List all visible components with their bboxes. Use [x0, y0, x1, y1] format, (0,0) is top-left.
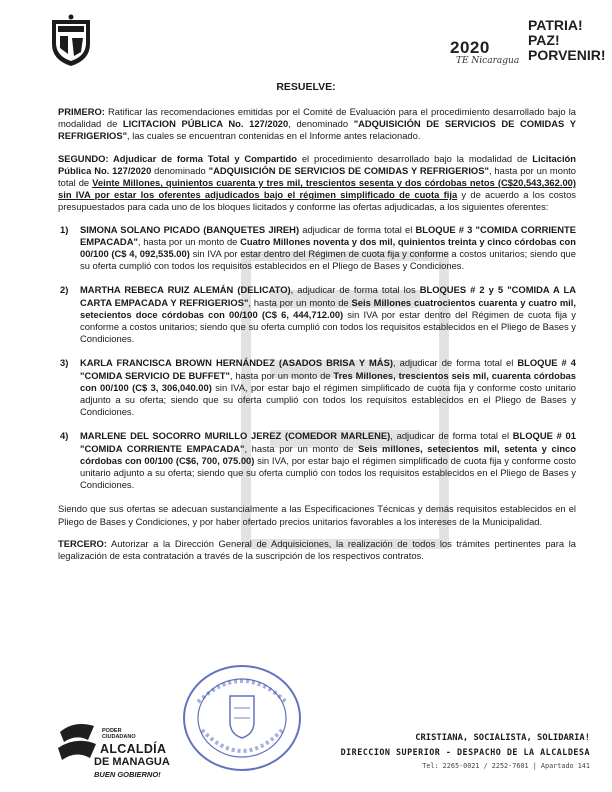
list-item — [58, 357, 576, 418]
text-bold-underline: Veinte Millones, quinientos cuarenta y tres mil, trescientos sesenta y dos córdobas netos (C$20,543,362.00) sin IVA por estar los oferentes adjudicados bajo el régimen simplificado de cuota fija — [58, 177, 576, 201]
list-item — [58, 430, 576, 491]
managua-crest-icon — [48, 14, 94, 68]
list-body — [80, 430, 576, 491]
text-bold: Cuatro Millones noventa y dos mil, quinientos treinta y cinco córdobas con 00/100 (C$ 4, 092,535.00) — [80, 235, 576, 260]
text-bold: KARLA FRANCISCA BROWN HERNÁNDEZ (ASADOS BRISA Y MÁS) — [80, 357, 393, 369]
footer-contact: Tel: 2265-0021 / 2252-7601 | Apartado 141 — [422, 762, 590, 770]
paragraph-justificacion: Siendo que sus ofertas se adecuan sustancialmente a las Especificaciones Técnicas y demás requisitos establecidos en el Pliego de Bases y Condiciones, y por haber ofertado precios unitarios favorables a los intereses de la Municipalidad. — [58, 503, 576, 527]
text: , las cuales se encuentran contenidas en el Informe antes relacionado. — [127, 130, 421, 142]
text: , hasta por un monto de — [137, 235, 241, 247]
text-bold: "ADQUISICIÓN DE SERVICIOS DE COMIDAS Y REFRIGERIOS" — [58, 118, 576, 142]
logo-line-2: DE MANAGUA — [94, 756, 170, 768]
clause-lead: PRIMERO: — [58, 106, 105, 117]
footer-emblem-icon — [54, 718, 104, 778]
brand-signature: TE Nicaragua — [456, 56, 520, 66]
brand-slogan — [528, 17, 606, 63]
text: , hasta por un monto total de — [58, 164, 576, 189]
text: , adjudicar de forma total los — [290, 284, 420, 296]
text: adjudicar de forma total el — [299, 223, 416, 235]
text-bold: MARLENE DEL SOCORRO MURILLO JEREZ (COMEDOR MARLENE) — [80, 430, 391, 442]
paragraph-tercero — [58, 538, 576, 562]
text: , hasta por un monto de — [244, 442, 359, 454]
logo-line-1: ALCALDÍA — [100, 742, 167, 756]
text-bold: LICITACION PÚBLICA No. 127/2020 — [122, 118, 289, 130]
text: sin IVA por estar dentro del Régimen de cuota fija y conforme a costos unitarios; siendo que su oferta cumplió con todos los requisitos establecidos en el Pliego de Bases y Condiciones. — [80, 308, 576, 345]
text: , adjudicar de forma total el — [392, 357, 518, 369]
text: , hasta por un monto de — [248, 296, 352, 308]
paragraph-primero — [58, 106, 576, 143]
text: Autorizar a la Dirección General de Adquisiciones, la realización de todos los trámites pertinentes para la legalización de esta contratación a través de la suscripción de los respectivos contratos. — [58, 537, 576, 562]
clause-lead: SEGUNDO: — [58, 152, 109, 164]
text-bold: "ADQUISICIÓN DE SERVICIOS DE COMIDAS Y REFRIGERIOS" — [208, 164, 489, 176]
text: Ratificar las recomendaciones emitidas por el Comité de Evaluación para el procedimiento desarrollado bajo la modalidad de — [58, 106, 576, 130]
text-bold: BLOQUE # 4 "COMIDA SERVICIO DE BUFFET" — [80, 357, 577, 381]
document-body — [58, 106, 576, 572]
text: , hasta por un monto de — [229, 369, 334, 381]
text-bold: BLOQUE # 3 "COMIDA CORRIENTE EMPACADA" — [80, 223, 576, 247]
text-bold: Seis millones, setecientos mil, setenta y cinco córdobas con 00/100 (C$6, 700, 075.00) — [80, 442, 576, 466]
text-bold: BLOQUES # 2 y 5 "COMIDA A LA CARTA EMPACADA Y REFRIGERIOS" — [80, 284, 576, 308]
list-item — [58, 224, 576, 273]
text-bold: BLOQUE # 01 "COMIDA CORRIENTE EMPACADA" — [80, 430, 576, 454]
slogan-line: PORVENIR! — [528, 47, 606, 63]
list-number: 1) — [60, 223, 69, 235]
text-bold: Seis Millones cuatrocientos cuarenta y cuatro mil, setecientos doce córdobas con 00/100 (C$ 6, 444,712.00) — [80, 296, 576, 320]
footer-text-block — [341, 733, 590, 770]
list-body — [80, 357, 576, 418]
text: , adjudicar de forma total el — [390, 430, 513, 442]
text: sin IVA por estar dentro del Régimen de cuota fija y conforme a costos unitarios; siendo que su oferta cumplió con todos los requisitos establecidos en el Pliego de Bases y Condiciones. — [80, 248, 576, 272]
text-bold: Licitación Pública No. 127/2020 — [58, 152, 577, 176]
text-bold: Adjudicar de forma Total y Compartido — [108, 152, 297, 164]
brand-year: 2020 — [450, 38, 490, 57]
slogan-line: PATRIA! — [528, 17, 583, 33]
clause-lead: TERCERO: — [58, 537, 107, 549]
text: y de acuerdo a los costos presupuestados para cada uno de los bloques licitados y conforme las ofertas adjudicadas, a los siguientes oferentes: — [58, 189, 576, 213]
logo-motto: BUEN GOBIERNO! — [94, 770, 161, 779]
paragraph-segundo — [58, 153, 576, 214]
text: sin IVA, por estar bajo el régimen simplificado de cuota fija y conforme costo unitario adjunto a su oferta; siendo que su oferta cumplió con todos los requisitos establecidos en el Pliego de Bases y Condiciones. — [80, 381, 576, 418]
list-item — [58, 284, 576, 345]
text-bold: MARTHA REBECA RUIZ ALEMÁN (DELICATO) — [80, 284, 291, 296]
list-body — [80, 224, 576, 273]
list-number: 2) — [60, 284, 69, 296]
logo-small-line: PODER — [102, 728, 122, 734]
text-bold: Tres Millones, trescientos seis mil, cuarenta córdobas con 00/100 (C$ 3, 306,040.00) — [80, 369, 576, 393]
brand-2020-logo — [448, 17, 606, 72]
list-number: 4) — [60, 430, 69, 442]
footer-office: DIRECCION SUPERIOR - DESPACHO DE LA ALCALDESA — [340, 747, 590, 757]
document-title: RESUELVE: — [276, 81, 336, 93]
text: el procedimiento desarrollado bajo la modalidad de — [297, 152, 533, 164]
alcaldia-managua-logo — [54, 700, 179, 782]
alcaldia-seal-stamp — [172, 660, 312, 780]
list-number: 3) — [60, 357, 69, 369]
text: denominado — [151, 164, 209, 176]
slogan-line: PAZ! — [528, 32, 560, 48]
text: sin IVA, por estar bajo el régimen simplificado de cuota fija y conforme costo unitario adjunto a su oferta; siendo que su oferta cumplió con todos los requisitos establecidos en el Pliego de Bases y Condiciones. — [80, 454, 577, 491]
logo-small-line: CIUDADANO — [102, 734, 136, 740]
footer-slogan: CRISTIANA, SOCIALISTA, SOLIDARIA! — [415, 733, 590, 743]
logo-small-text — [102, 728, 136, 740]
text: , denominado — [288, 118, 354, 130]
text-bold: SIMONA SOLANO PICADO (BANQUETES JIREH) — [80, 223, 300, 235]
list-body — [80, 284, 576, 345]
